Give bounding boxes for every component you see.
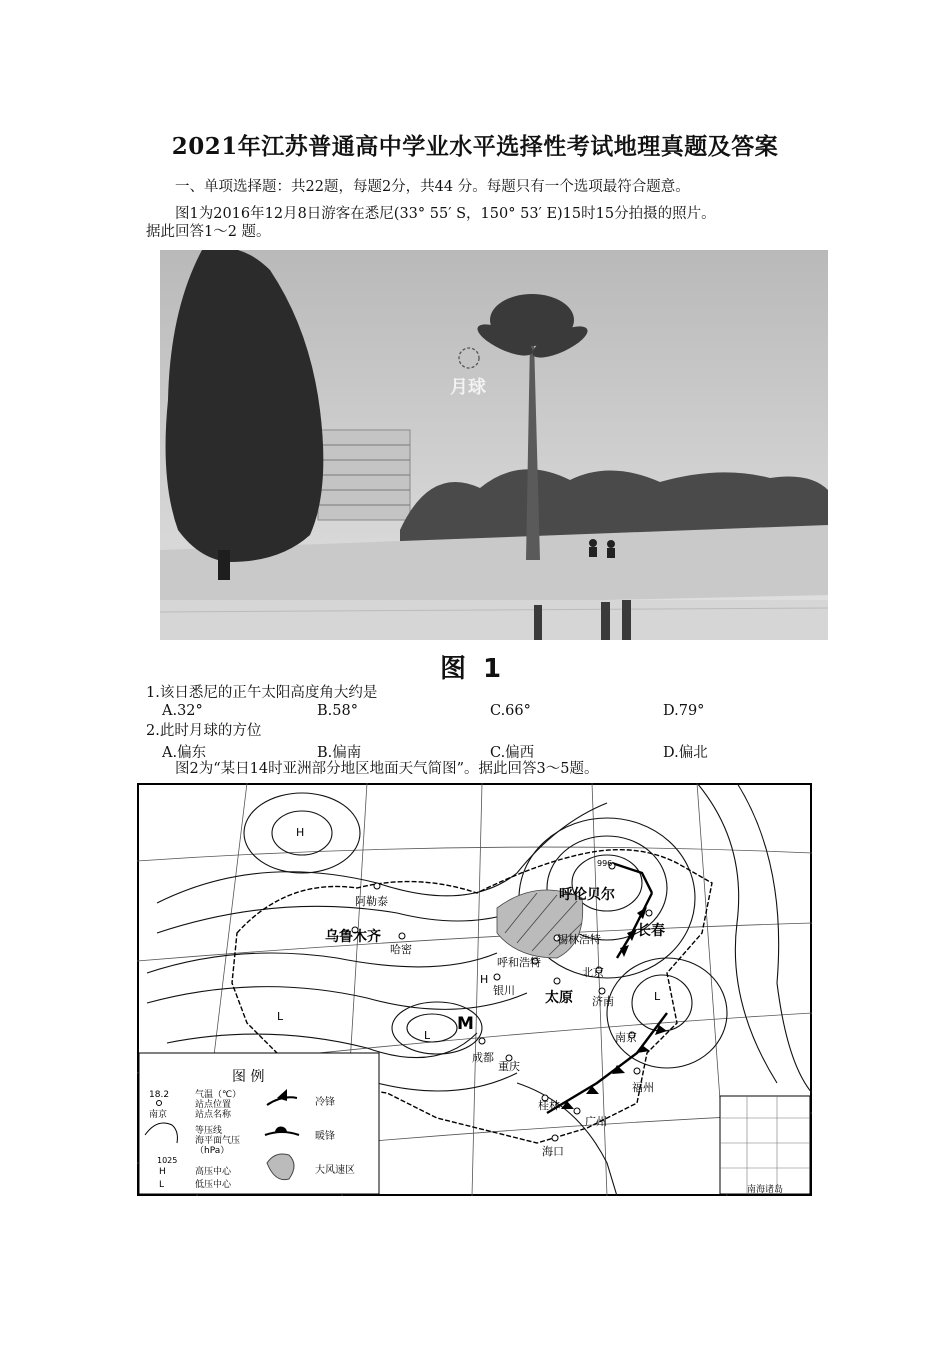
legend-temp-desc: 气温（℃） — [195, 1090, 242, 1100]
high-pressure-mark-2: H — [480, 973, 489, 986]
figure-1-caption: 图 1 — [440, 654, 506, 684]
legend-title: 图 例 — [232, 1069, 265, 1085]
figure-1-photo — [160, 250, 828, 640]
place-fuzhou: 福州 — [632, 1081, 654, 1094]
photo-illustration — [160, 250, 828, 640]
legend-gale-zone: 大风速区 — [315, 1165, 355, 1176]
legend-station-name-desc: 站点名称 — [195, 1110, 232, 1120]
place-chongqing: 重庆 — [498, 1060, 520, 1073]
legend-station-pos-desc: 站点位置 — [195, 1100, 232, 1110]
page-title: 2021年江苏普通高中学业水平选择性考试地理真题及答案 — [171, 133, 779, 160]
question-1-stem: 1.该日悉尼的正午太阳高度角大约是 — [146, 685, 378, 701]
map-legend — [139, 1053, 379, 1194]
high-pressure-mark: H — [296, 826, 305, 839]
legend-slp-desc: 海平面气压 — [195, 1136, 241, 1146]
low-pressure-mark-3: L — [424, 1029, 431, 1042]
legend-low-symbol: L — [159, 1180, 165, 1190]
place-chengdu: 成都 — [472, 1051, 494, 1064]
place-beijing: 北京 — [582, 966, 604, 979]
low-pressure-mark: L — [654, 990, 661, 1003]
point-m-label: M — [457, 1014, 474, 1034]
q2-option-b[interactable]: B.偏南 — [317, 745, 362, 761]
place-yinchuan: 银川 — [493, 984, 515, 997]
legend-temp-sample: 18.2 — [149, 1090, 170, 1100]
fig1-intro-line2: 据此回答1～2 题。 — [146, 224, 271, 240]
legend-isobar-value: 1025 — [157, 1156, 178, 1165]
q1-option-c[interactable]: C.66° — [490, 703, 531, 719]
place-hami: 哈密 — [390, 943, 412, 956]
legend-isobar-desc: 等压线 — [195, 1126, 223, 1136]
place-hohhot: 呼和浩特 — [497, 956, 541, 969]
q2-option-c[interactable]: C.偏西 — [490, 745, 535, 761]
legend-hpa-desc: （hPa） — [195, 1146, 230, 1156]
q1-option-b[interactable]: B.58° — [317, 703, 358, 719]
place-hulunbuir: 呼伦贝尔 — [559, 887, 615, 903]
place-guilin: 桂林 — [538, 1099, 560, 1112]
fig1-intro-line1: 图1为2016年12月8日游客在悉尼(33° 55′ S，150° 53′ E)15时15分拍摄的照片。 — [175, 206, 716, 222]
q1-option-d[interactable]: D.79° — [663, 703, 705, 719]
place-haikou: 海口 — [542, 1145, 564, 1158]
figure-2-weather-map — [137, 783, 812, 1196]
inset-label: 南海诸岛 — [746, 1185, 784, 1195]
question-2-stem: 2.此时月球的方位 — [146, 723, 262, 739]
isobar-996-label: 996 — [597, 859, 613, 868]
place-altay: 阿勒泰 — [355, 895, 388, 908]
section-heading: 一、单项选择题：共22题，每题2分，共44 分。每题只有一个选项最符合题意。 — [175, 179, 690, 195]
weather-map-drawing — [137, 783, 812, 1196]
low-pressure-mark-2: L — [277, 1010, 284, 1023]
place-urumqi: 乌鲁木齐 — [325, 929, 381, 945]
place-guangzhou: 广州 — [585, 1115, 607, 1128]
place-jinan: 济南 — [592, 995, 614, 1008]
legend-high-desc: 高压中心 — [195, 1167, 232, 1177]
legend-station-sample: 南京 — [149, 1110, 168, 1120]
legend-low-desc: 低压中心 — [195, 1180, 232, 1190]
legend-cold-front: 冷锋 — [315, 1097, 335, 1108]
place-xilinhot: 锡林浩特 — [557, 933, 601, 946]
place-changchun: 长春 — [637, 923, 665, 939]
moon-label: 月球 — [450, 377, 486, 398]
q2-option-a[interactable]: A.偏东 — [162, 745, 207, 761]
fig2-intro: 图2为“某日14时亚洲部分地区地面天气简图”。据此回答3～5题。 — [175, 761, 599, 777]
q1-option-a[interactable]: A.32° — [162, 703, 203, 719]
place-nanjing: 南京 — [615, 1031, 637, 1044]
q2-option-d[interactable]: D.偏北 — [663, 745, 708, 761]
legend-warm-front: 暖锋 — [315, 1131, 335, 1142]
legend-high-symbol: H — [159, 1167, 166, 1177]
place-taiyuan: 太原 — [545, 990, 573, 1006]
